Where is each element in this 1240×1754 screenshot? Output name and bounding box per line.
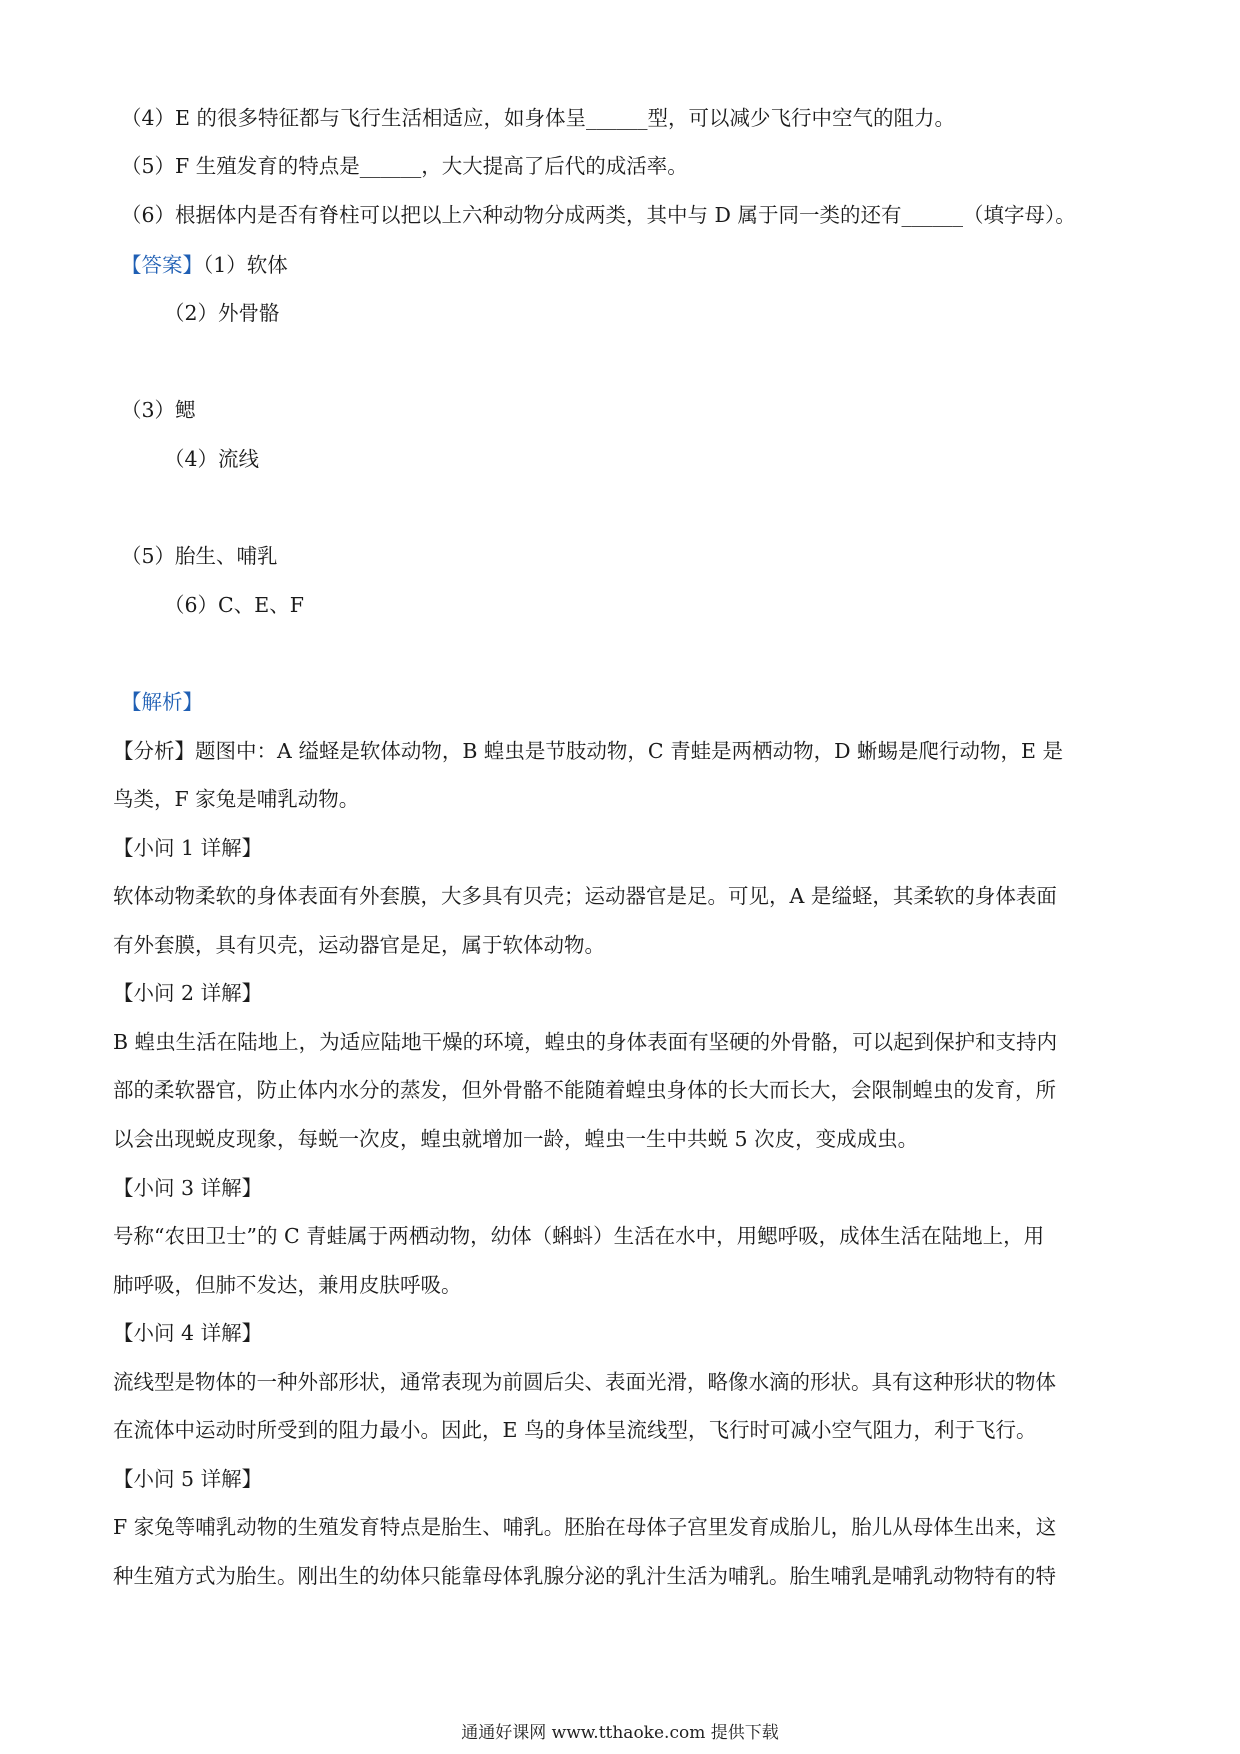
answer-item-3: （3）鳃 (121, 398, 196, 422)
analysis-line: 以会出现蜕皮现象，每蜕一次皮，蝗虫就增加一龄，蝗虫一生中共蜕 5 次皮，变成成虫。 (113, 1127, 919, 1151)
analysis-line: 有外套膜，具有贝壳，运动器官是足，属于软体动物。 (113, 933, 605, 957)
question-5: （5）F 生殖发育的特点是______，大大提高了后代的成活率。 (121, 154, 688, 178)
answer-row-1 (121, 250, 288, 280)
analysis-label: 【解析】 (121, 690, 203, 714)
subquestion-heading-2: 【小问 2 详解】 (113, 981, 263, 1005)
analysis-line: 鸟类，F 家兔是哺乳动物。 (113, 787, 360, 811)
analysis-line: 【分析】题图中：A 缢蛏是软体动物，B 蝗虫是节肢动物，C 青蛙是两栖动物，D 蜥蜴是爬行动物，E 是 (113, 739, 1064, 763)
analysis-line: 号称“农田卫士”的 C 青蛙属于两栖动物，幼体（蝌蚪）生活在水中，用鳃呼吸，成体生活在陆地上，用 (113, 1224, 1045, 1248)
analysis-line: 肺呼吸，但肺不发达，兼用皮肤呼吸。 (113, 1273, 462, 1297)
answer-item-4: （4）流线 (164, 447, 260, 471)
analysis-line: B 蝗虫生活在陆地上，为适应陆地干燥的环境，蝗虫的身体表面有坚硬的外骨骼，可以起到保护和支持内 (113, 1030, 1058, 1054)
analysis-line: 部的柔软器官，防止体内水分的蒸发，但外骨骼不能随着蝗虫身体的长大而长大，会限制蝗虫的发育，所 (113, 1078, 1056, 1102)
analysis-line: 流线型是物体的一种外部形状，通常表现为前圆后尖、表面光滑，略像水滴的形状。具有这种形状的物体 (113, 1370, 1056, 1394)
footer-watermark: 通通好课网 www.tthaoke.com 提供下载 (461, 1723, 779, 1743)
subquestion-heading-5: 【小问 5 详解】 (113, 1467, 263, 1491)
answer-item-6: （6）C、E、F (164, 593, 304, 617)
analysis-line: F 家兔等哺乳动物的生殖发育特点是胎生、哺乳。胚胎在母体子宫里发育成胎儿，胎儿从母体生出来，这 (113, 1515, 1057, 1539)
question-4: （4）E 的很多特征都与飞行生活相适应，如身体呈______型，可以减少飞行中空气的阻力。 (121, 106, 956, 130)
analysis-line: 在流体中运动时所受到的阻力最小。因此，E 鸟的身体呈流线型，飞行时可减小空气阻力，利于飞行。 (113, 1418, 1037, 1442)
answer-label: 【答案】 (121, 253, 203, 277)
answer-item-2: （2）外骨骼 (164, 301, 280, 325)
subquestion-heading-3: 【小问 3 详解】 (113, 1176, 263, 1200)
subquestion-heading-4: 【小问 4 详解】 (113, 1321, 263, 1345)
analysis-line: 种生殖方式为胎生。刚出生的幼体只能靠母体乳腺分泌的乳汁生活为哺乳。胎生哺乳是哺乳动物特有的特 (113, 1564, 1056, 1588)
question-6: （6）根据体内是否有脊柱可以把以上六种动物分成两类，其中与 D 属于同一类的还有______（填字母）。 (121, 203, 1076, 227)
subquestion-heading-1: 【小问 1 详解】 (113, 836, 263, 860)
analysis-line: 软体动物柔软的身体表面有外套膜，大多具有贝壳；运动器官是足。可见，A 是缢蛏，其柔软的身体表面 (113, 884, 1057, 908)
answer-item-5: （5）胎生、哺乳 (121, 544, 278, 568)
answer-item-1: （1）软体 (203, 253, 288, 277)
